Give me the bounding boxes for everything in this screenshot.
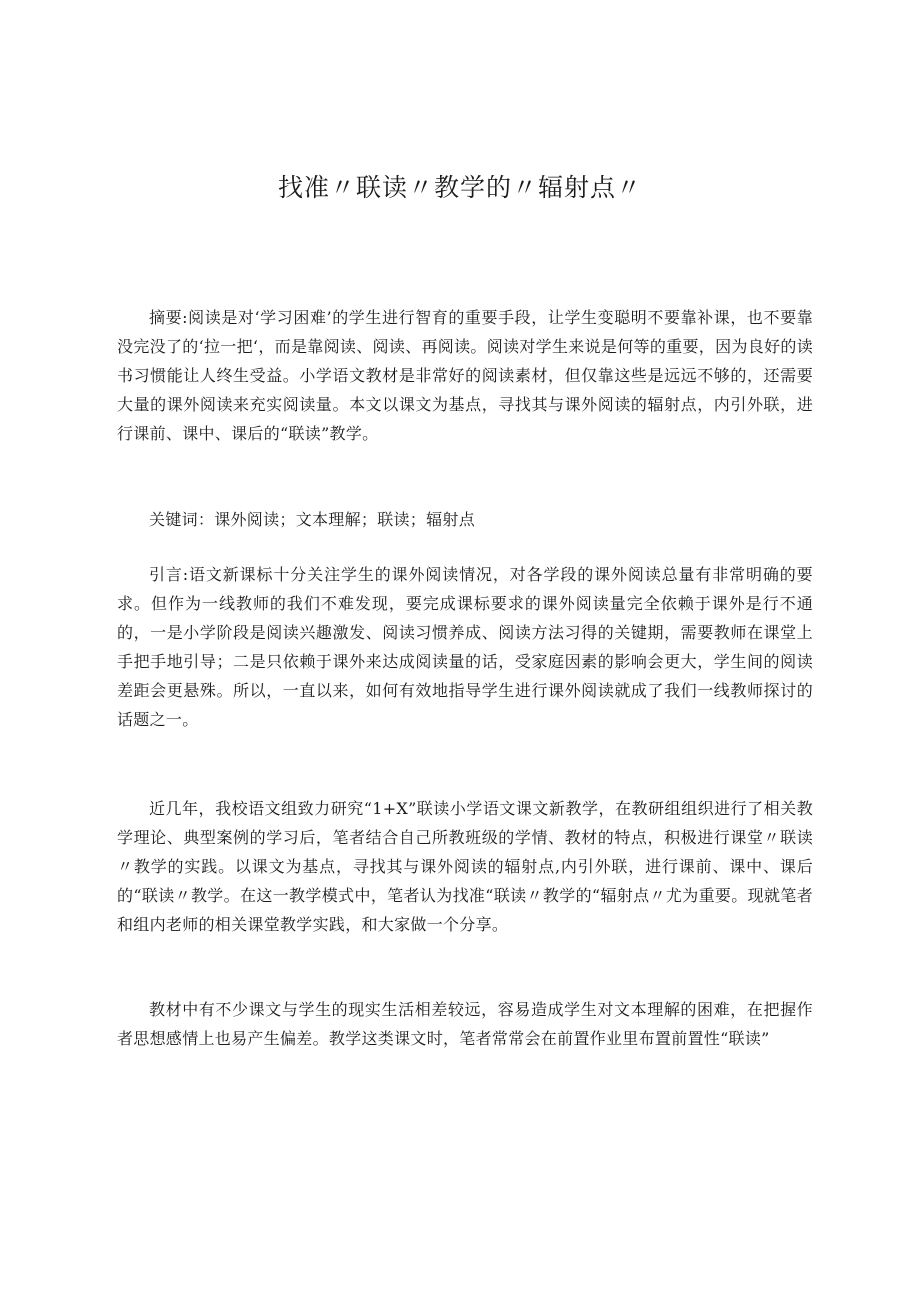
introduction-paragraph: 引言:语文新课标十分关注学生的课外阅读情况，对各学段的课外阅读总量有非常明确的要求。但作为一线教师的我们不难发现，要完成课标要求的课外阅读量完全依赖于课外是行不通的，一是小学阶段是阅读兴趣激发、阅读习惯养成、阅读方法习得的关键期，需要教师在课堂上手把手地引导；二是只依赖于课外来达成阅读量的话，受家庭因素的影响会更大，学生间的阅读差距会更悬殊。所以，一直以来，如何有效地指导学生进行课外阅读就成了我们一线教师探讨的话题之一。 [117,565,813,729]
document-title: 找准〃联读〃教学的〃辐射点〃 [277,173,642,202]
keywords-paragraph: 关键词：课外阅读；文本理解；联读；辐射点 [149,510,476,529]
abstract-paragraph: 摘要:阅读是对‘学习困难’的学生进行智育的重要手段，让学生变聪明不要靠补课，也不要靠没完没了的‘拉一把‘，而是靠阅读、阅读、再阅读。阅读对学生来说是何等的重要，因为良好的读书习惯能让人终生受益。小学语文教材是非常好的阅读素材，但仅靠这些是远远不够的，还需要大量的课外阅读来充实阅读量。本文以课文为基点，寻找其与课外阅读的辐射点，内引外联，进行课前、课中、课后的“联读”教学。 [117,308,813,443]
body-paragraph-1: 近几年，我校语文组致力研究“1+X”联读小学语文课文新教学，在教研组组织进行了相关教学理论、典型案例的学习后，笔者结合自己所教班级的学情、教材的特点，积极进行课堂〃联读〃教学的实践。以课文为基点，寻找其与课外阅读的辐射点,内引外联，进行课前、课中、课后的“联读〃教学。在这一教学模式中，笔者认为找准“联读〃教学的“辐射点〃尤为重要。现就笔者和组内老师的相关课堂教学实践，和大家做一个分享。 [117,799,813,934]
body-paragraph-2: 教材中有不少课文与学生的现实生活相差较远，容易造成学生对文本理解的困难，在把握作者思想感情上也易产生偏差。教学这类课文时，笔者常常会在前置作业里布置前置性“联读” [117,1000,813,1048]
